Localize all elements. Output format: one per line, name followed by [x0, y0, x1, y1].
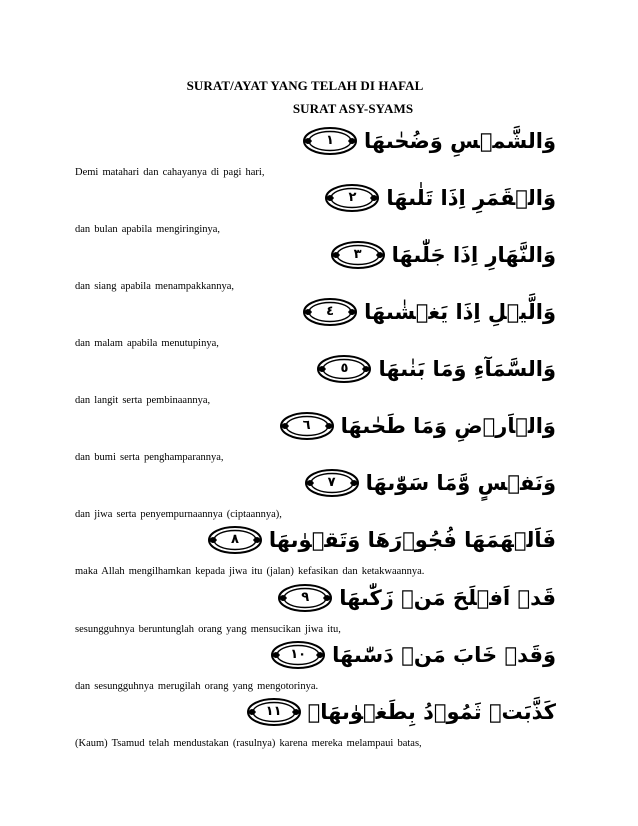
- verse-3: [0, 237, 638, 297]
- verse-number: ١٠: [290, 647, 307, 662]
- verse-number: ٤: [326, 304, 335, 319]
- verse-10: [0, 637, 638, 697]
- verse-6: [0, 408, 638, 468]
- arabic-verse-line: [207, 522, 556, 558]
- arabic-verse-line: [270, 637, 556, 673]
- verse-translation: dan bulan apabila mengiringinya,: [75, 224, 221, 235]
- verse-number: ٥: [340, 361, 349, 376]
- verse-11: [0, 694, 638, 754]
- arabic-text: كَذَّبَتۡ ثَمُوۡدُ بِطَغۡوٰٮهَاۤ: [307, 700, 556, 724]
- arabic-text: وَالۡقَمَرِ اِذَا تَلٰىهَا: [386, 186, 556, 210]
- verse-7: [0, 465, 638, 525]
- verse-1: [0, 123, 638, 183]
- verse-number-marker: [302, 126, 358, 156]
- arabic-text: وَالنَّهَارِ اِذَا جَلّٰىهَا: [391, 243, 556, 267]
- verse-translation: dan bumi serta penghamparannya,: [75, 452, 224, 463]
- verse-number-marker: [277, 583, 333, 613]
- verse-number-marker: [270, 640, 326, 670]
- verse-translation: dan jiwa serta penyempurnaannya (ciptaannya),: [75, 509, 282, 520]
- verse-8: [0, 522, 638, 582]
- arabic-verse-line: [316, 351, 556, 387]
- verse-number: ١: [326, 133, 334, 148]
- arabic-verse-line: [246, 694, 556, 730]
- verse-9: [0, 580, 638, 640]
- verse-translation: dan siang apabila menampakkannya,: [75, 281, 235, 292]
- arabic-text: وَالشَّمۡسِ وَضُحٰىهَا: [364, 129, 556, 153]
- verse-translation: dan malam apabila menutupinya,: [75, 338, 219, 349]
- document-title: SURAT/AYAT YANG TELAH DI HAFAL: [186, 78, 424, 93]
- verse-number-marker: [207, 525, 263, 555]
- arabic-verse-line: [324, 180, 556, 216]
- verse-5: [0, 351, 638, 411]
- arabic-text: وَقَدۡ خَابَ مَنۡ دَسّٰىهَا: [332, 643, 556, 667]
- verse-number: ٩: [301, 590, 310, 605]
- verse-translation: dan sesungguhnya merugilah orang yang mengotorinya.: [75, 681, 319, 692]
- verse-number-marker: [324, 183, 380, 213]
- arabic-verse-line: [304, 465, 556, 501]
- arabic-text: وَالَّيۡلِ اِذَا يَغۡشٰىهَا: [364, 300, 556, 324]
- document-subtitle: SURAT ASY-SYAMS: [292, 101, 414, 116]
- verse-translation: maka Allah mengilhamkan kepada jiwa itu (jalan) kefasikan dan ketakwaannya.: [75, 566, 425, 577]
- arabic-text: وَالسَّمَآءِ وَمَا بَنٰىهَا: [378, 357, 556, 381]
- verse-number-marker: [330, 240, 386, 270]
- verse-number: ٨: [230, 532, 239, 547]
- verse-number-marker: [304, 468, 360, 498]
- verse-number: ٧: [327, 475, 336, 490]
- verse-translation: (Kaum) Tsamud telah mendustakan (rasulnya) karena mereka melampaui batas,: [75, 738, 422, 749]
- verse-translation: dan langit serta pembinaannya,: [75, 395, 211, 406]
- arabic-verse-line: [330, 237, 556, 273]
- arabic-verse-line: [279, 408, 556, 444]
- verse-number: ٢: [348, 190, 357, 205]
- arabic-verse-line: [277, 580, 556, 616]
- verse-2: [0, 180, 638, 240]
- arabic-verse-line: [302, 123, 556, 159]
- verse-number-marker: [316, 354, 372, 384]
- arabic-text: وَنَفۡسٍ وَّمَا سَوّٰىهَا: [365, 471, 556, 495]
- verse-number-marker: [246, 697, 302, 727]
- arabic-text: فَاَلۡهَمَهَا فُجُوۡرَهَا وَتَقۡوٰىهَا: [268, 528, 556, 552]
- arabic-text: قَدۡ اَفۡلَحَ مَنۡ زَكّٰىهَا: [339, 586, 556, 610]
- verse-number-marker: [302, 297, 358, 327]
- verse-translation: sesungguhnya beruntunglah orang yang mensucikan jiwa itu,: [75, 624, 341, 635]
- verse-translation: Demi matahari dan cahayanya di pagi hari,: [75, 167, 265, 178]
- verse-4: [0, 294, 638, 354]
- arabic-text: وَالۡاَرۡضِ وَمَا طَحٰىهَا: [340, 414, 556, 438]
- verse-number: ١١: [265, 704, 282, 719]
- arabic-verse-line: [302, 294, 556, 330]
- verse-number: ٦: [302, 418, 311, 433]
- verse-number-marker: [279, 411, 335, 441]
- verse-number: ٣: [353, 247, 362, 262]
